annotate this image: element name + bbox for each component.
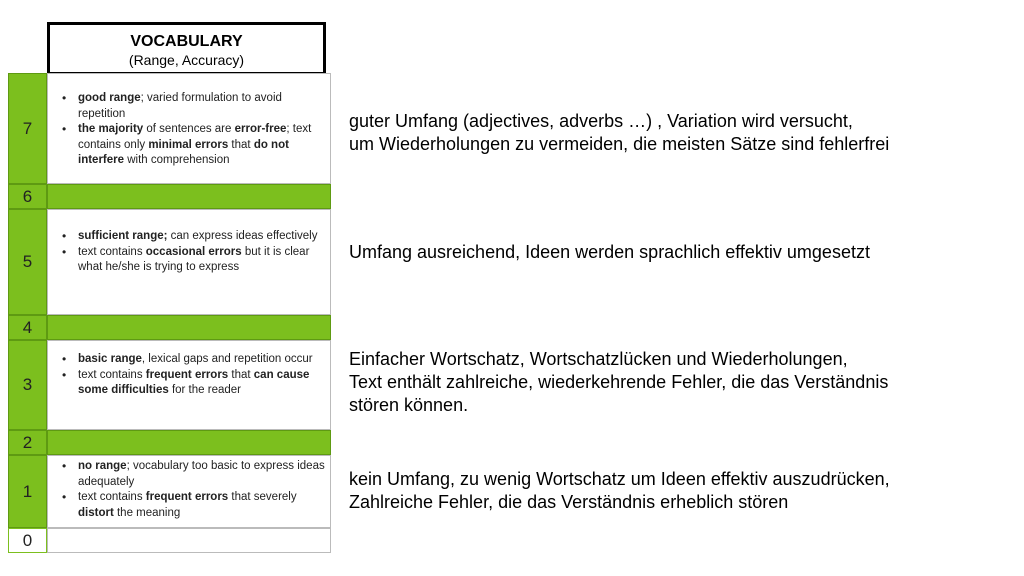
criteria-4 bbox=[47, 315, 331, 340]
criteria-3 bbox=[47, 340, 331, 430]
rubric-table bbox=[8, 73, 331, 553]
criterion-bullet: • good range; varied formulation to avoid repetition bbox=[78, 91, 326, 122]
criterion-bullet: • text contains occasional errors but it is clear what he/she is trying to express bbox=[78, 245, 326, 276]
rubric-row-7 bbox=[8, 73, 331, 184]
rubric-row-6 bbox=[8, 184, 331, 209]
rubric-row-5 bbox=[8, 209, 331, 315]
header-subtitle: (Range, Accuracy) bbox=[128, 52, 245, 68]
score-3: 3 bbox=[8, 340, 47, 430]
header-title: VOCABULARY bbox=[130, 33, 243, 50]
criteria-1 bbox=[47, 455, 331, 528]
rubric-row-4 bbox=[8, 315, 331, 340]
score-2: 2 bbox=[8, 430, 47, 455]
criteria-7 bbox=[47, 73, 331, 184]
score-0: 0 bbox=[8, 528, 47, 553]
criteria-2 bbox=[47, 430, 331, 455]
vocabulary-header bbox=[47, 22, 326, 75]
description-7: guter Umfang (adjectives, adverbs …) , Variation wird versucht, um Wiederholungen zu vermeiden, die meisten Sätze sind fehlerfrei bbox=[349, 111, 890, 154]
score-5: 5 bbox=[8, 209, 47, 315]
score-7: 7 bbox=[8, 73, 47, 184]
rubric-row-3 bbox=[8, 340, 331, 430]
score-6: 6 bbox=[8, 184, 47, 209]
criterion-bullet: • text contains frequent errors that severely distort the meaning bbox=[78, 490, 326, 521]
criterion-bullet: • basic range, lexical gaps and repetition occur bbox=[78, 352, 326, 368]
rubric-row-0 bbox=[8, 528, 331, 553]
description-1: kein Umfang, zu wenig Wortschatz um Ideen effektiv auszudrücken, Zahlreiche Fehler, die das Verständnis erheblich stören bbox=[349, 469, 890, 512]
criterion-bullet: • sufficient range; can express ideas effectively bbox=[78, 229, 326, 245]
criteria-5 bbox=[47, 209, 331, 315]
description-5: Umfang ausreichend, Ideen werden sprachlich effektiv umgesetzt bbox=[349, 242, 870, 262]
score-4: 4 bbox=[8, 315, 47, 340]
criteria-6 bbox=[47, 184, 331, 209]
rubric-row-2 bbox=[8, 430, 331, 455]
criterion-bullet: • no range; vocabulary too basic to express ideas adequately bbox=[78, 459, 326, 490]
score-1: 1 bbox=[8, 455, 47, 528]
description-3: Einfacher Wortschatz, Wortschatzlücken und Wiederholungen, Text enthält zahlreiche, wiederkehrende Fehler, die das Verständnis stören können. bbox=[349, 349, 889, 415]
criterion-bullet: • text contains frequent errors that can cause some difficulties for the reader bbox=[78, 368, 326, 399]
criterion-bullet: • the majority of sentences are error-free; text contains only minimal errors that do not interfere with comprehension bbox=[78, 122, 326, 169]
rubric-row-1 bbox=[8, 455, 331, 528]
criteria-0 bbox=[47, 528, 331, 553]
